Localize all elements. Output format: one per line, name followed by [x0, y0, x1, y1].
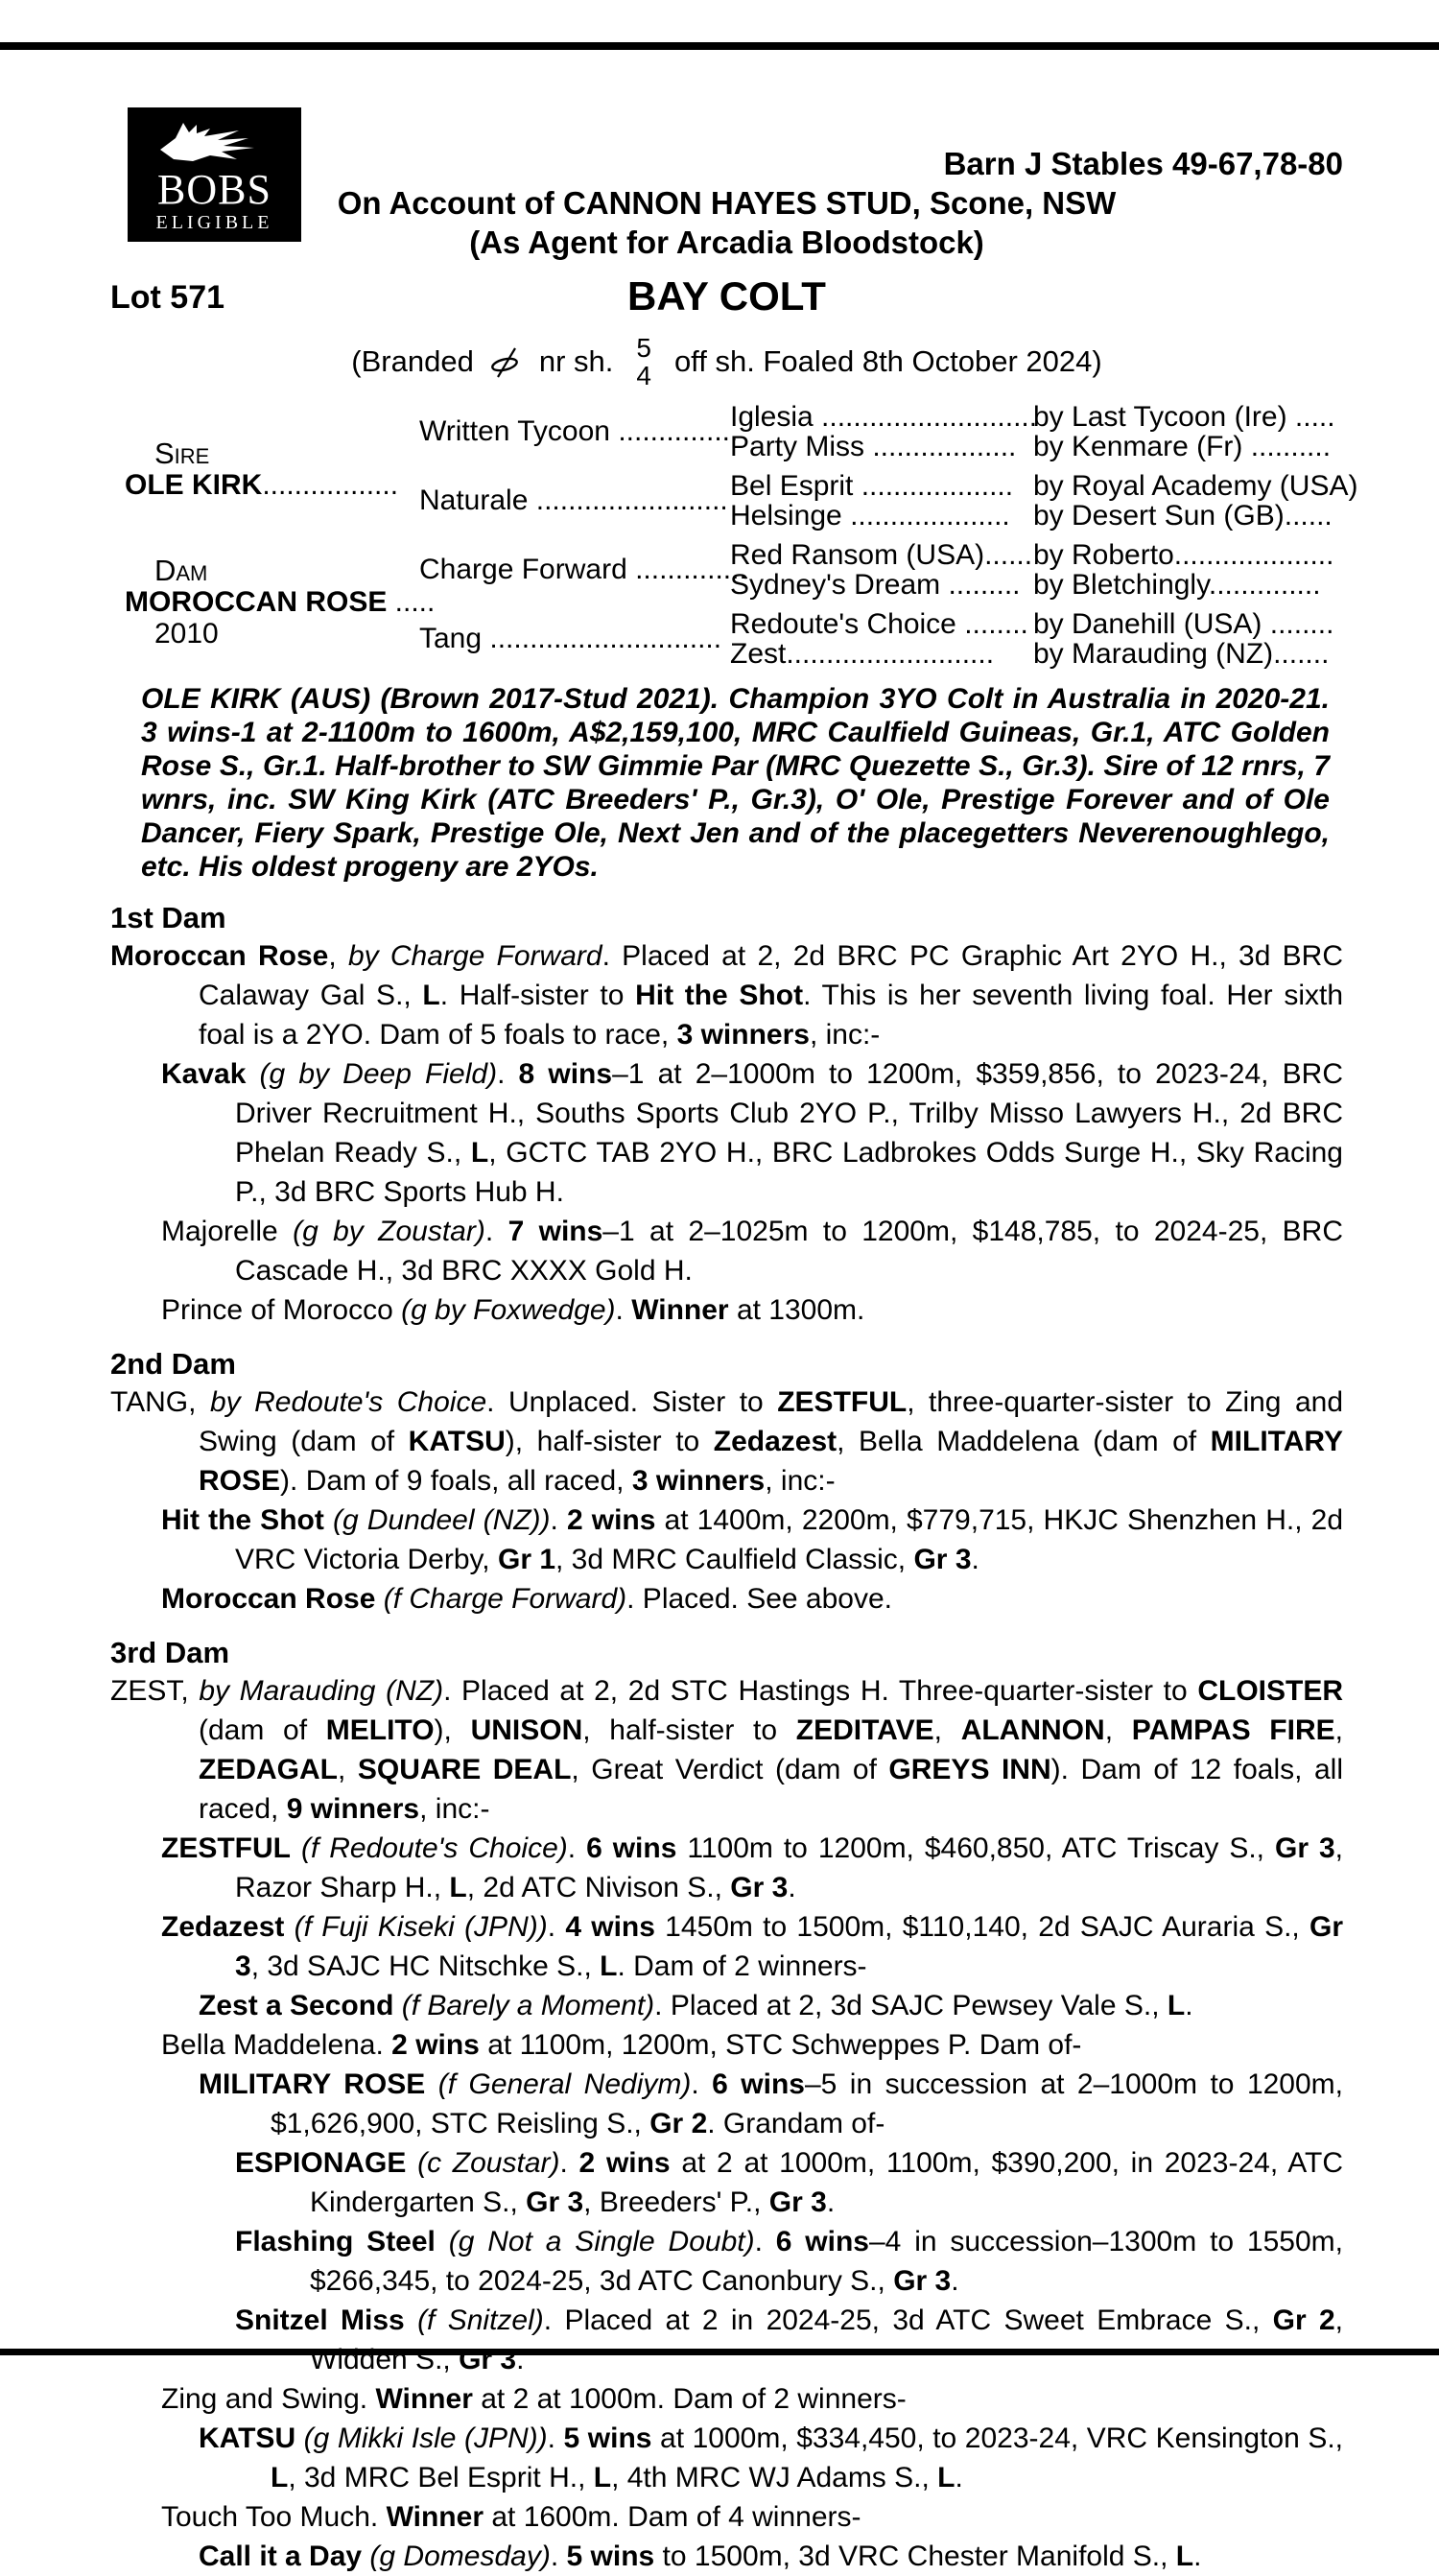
branded-prefix: (Branded	[351, 344, 474, 378]
top-rule	[0, 42, 1439, 50]
pedigree-group	[419, 609, 1357, 669]
pedigree-paragraph: Moroccan Rose (f Charge Forward). Placed. See above.	[161, 1583, 892, 1615]
brand-number-bottom: 4	[636, 361, 651, 390]
pedigree-row	[730, 609, 1357, 639]
pedigree-greatgrandparent: by Kenmare (Fr) ..........	[1033, 431, 1332, 462]
barn-line: Barn J Stables 49-67,78-80	[943, 146, 1343, 181]
dam-block	[110, 535, 436, 669]
pedigree-row	[730, 570, 1357, 600]
pedigree-paragraph: Zest a Second (f Barely a Moment). Placed at 2, 3d SAJC Pewsey Vale S., L.	[199, 1990, 1193, 2021]
brand-mark-icon	[487, 341, 526, 383]
sire-label: Sire	[154, 436, 210, 470]
pedigree-paragraph: Snitzel Miss (f Snitzel). Placed at 2 in 2024-25, 3d ATC Sweet Embrace S., Gr 2, Widden S., Gr 3.	[235, 2304, 1344, 2375]
logo-bobs-text: BOBS	[157, 166, 271, 213]
pedigree-paragraph: TANG, by Redoute's Choice. Unplaced. Sister to ZESTFUL, three-quarter-sister to Zing and Swing (dam of KATSU), half-sister to Zedazest, Bella Maddelena (dam of MILITARY ROSE). Dam of 9 foals, all raced, 3 winners, inc:-	[110, 1386, 1344, 1497]
branded-suffix: off sh. Foaled 8th October 2024)	[673, 344, 1102, 378]
pedigree-parent: Charge Forward ..............	[419, 554, 747, 585]
pedigree-row	[730, 540, 1357, 570]
section-heading: 3rd Dam	[110, 1636, 230, 1669]
pedigree-grandparent: Zest..........................	[730, 638, 995, 670]
pedigree-groups	[419, 402, 1357, 669]
sire-summary: OLE KIRK (AUS) (Brown 2017-Stud 2021). Champion 3YO Colt in Australia in 2020-21. 3 wins-1 at 2-1100m to 1600m, A$2,159,100, MRC Caulfield Guineas, Gr.1, ATC Golden Rose S., Gr.1. Half-brother to SW Gimmie Par (MRC Quezette S., Gr.3). Sire of 12 rnrs, 7 wnrs, inc. SW King Kirk (ATC Breeders' P., Gr.3), O' Ole, Prestige Forever and of Ole Dancer, Fiery Spark, Prestige Ole, Next Jen and of the placegetters Neverenoughlego, etc. His oldest progeny are 2YOs.	[141, 683, 1330, 883]
brand-numbers	[636, 334, 651, 390]
pedigree-table	[110, 401, 1358, 670]
pedigree-grandparent: Iglesia ...........................	[730, 401, 1038, 433]
pedigree-grandparent-cell	[730, 402, 1357, 461]
pedigree-paragraph: Kavak (g by Deep Field). 8 wins–1 at 2–1000m to 1200m, $359,856, to 2023-24, BRC Driver Recruitment H., Souths Sports Club 2YO P., Trilby Misso Lawyers H., 2d BRC Phelan Ready S., L, GCTC TAB 2YO H., BRC Ladbrokes Odds Surge H., Sky Racing P., 3d BRC Sports Hub H.	[161, 1058, 1343, 1208]
lot-number: Lot 571	[110, 279, 225, 316]
pedigree-paragraph: ZESTFUL (f Redoute's Choice). 6 wins 1100m to 1200m, $460,850, ATC Triscay S., Gr 3, Razor Sharp H., L, 2d ATC Nivison S., Gr 3.	[161, 1832, 1344, 1903]
branded-line	[110, 327, 1343, 396]
pedigree-grandparent: Sydney's Dream .........	[730, 569, 1021, 601]
pedigree-ancestor-column	[110, 402, 436, 669]
pedigree-greatgrandparent: by Royal Academy (USA)	[1033, 470, 1358, 502]
pedigree-parent: Tang .............................	[419, 623, 722, 654]
sire-name: OLE KIRK.................	[125, 468, 399, 501]
horse-head-icon	[154, 117, 275, 169]
pedigree-paragraph: Touch Too Much. Winner at 1600m. Dam of 4 winners-	[161, 2501, 861, 2533]
pedigree-paragraph: Call it a Day (g Domesday). 5 wins to 1500m, 3d VRC Chester Manifold S., L.	[199, 2541, 1202, 2572]
pedigree-row	[730, 639, 1357, 669]
pedigree-paragraph: KATSU (g Mikki Isle (JPN)). 5 wins at 1000m, $334,450, to 2023-24, VRC Kensington S., L, 3d MRC Bel Esprit H., L, 4th MRC WJ Adams S., L.	[199, 2422, 1343, 2493]
pedigree-paragraph: ZEST, by Marauding (NZ). Placed at 2, 2d STC Hastings H. Three-quarter-sister to CLOISTER (dam of MELITO), UNISON, half-sister to ZEDITAVE, ALANNON, PAMPAS FIRE, ZEDAGAL, SQUARE DEAL, Great Verdict (dam of GREYS INN). Dam of 12 foals, all raced, 9 winners, inc:-	[110, 1675, 1344, 1825]
pedigree-row	[730, 501, 1357, 531]
pedigree-paragraph: Bella Maddelena. 2 wins at 1100m, 1200m, STC Schweppes P. Dam of-	[161, 2029, 1082, 2061]
pedigree-group	[419, 540, 1357, 600]
logo-eligible-text: ELIGIBLE	[155, 212, 273, 233]
account-line: On Account of CANNON HAYES STUD, Scone, NSW	[337, 185, 1117, 221]
pedigree-paragraph: Zedazest (f Fuji Kiseki (JPN)). 4 wins 1450m to 1500m, $110,140, 2d SAJC Auraria S., Gr 3, 3d SAJC HC Nitschke S., L. Dam of 2 winners-	[161, 1911, 1344, 1982]
pedigree-parent: Written Tycoon ...............	[419, 415, 739, 447]
dam-name: MOROCCAN ROSE .....	[125, 586, 436, 618]
pedigree-greatgrandparent: by Marauding (NZ).......	[1033, 638, 1330, 670]
pedigree-group	[419, 402, 1357, 461]
pedigree-paragraph: Moroccan Rose, by Charge Forward. Placed at 2, 2d BRC PC Graphic Art 2YO H., 3d BRC Calaway Gal S., L. Half-sister to Hit the Shot. This is her seventh living foal. Her sixth foal is a 2YO. Dam of 5 foals to race, 3 winners, inc:-	[110, 940, 1344, 1051]
pedigree-paragraph: Majorelle (g by Zoustar). 7 wins–1 at 2–1025m to 1200m, $148,785, to 2024-25, BRC Cascade H., 3d BRC XXXX Gold H.	[161, 1216, 1343, 1287]
pedigree-grandparent: Helsinge ....................	[730, 500, 1010, 532]
pedigree-paragraph: Prince of Morocco (g by Foxwedge). Winner at 1300m.	[161, 1294, 865, 1326]
pedigree-paragraph: ESPIONAGE (c Zoustar). 2 wins at 2 at 1000m, 1100m, $390,200, in 2023-24, ATC Kindergarten S., Gr 3, Breeders' P., Gr 3.	[235, 2147, 1343, 2218]
pedigree-paragraph: MILITARY ROSE (f General Nediym). 6 wins–5 in succession at 2–1000m to 1200m, $1,626,900, STC Reisling S., Gr 2. Grandam of-	[199, 2068, 1344, 2139]
dam-year: 2010	[154, 618, 219, 650]
pedigree-grandparent-cell	[730, 471, 1357, 531]
pedigree-greatgrandparent: by Bletchingly..............	[1033, 569, 1321, 601]
pedigree-greatgrandparent: by Desert Sun (GB)......	[1033, 500, 1333, 532]
pedigree-greatgrandparent: by Roberto....................	[1033, 539, 1334, 571]
pedigree-grandparent: Red Ransom (USA)......	[730, 539, 1033, 571]
pedigree-grandparent-cell	[730, 540, 1357, 600]
pedigree-group	[419, 471, 1357, 531]
bobs-eligible-logo	[128, 107, 301, 242]
lot-row	[110, 273, 1343, 327]
agent-line: (As Agent for Arcadia Bloodstock)	[469, 225, 984, 260]
section-heading: 2nd Dam	[110, 1347, 236, 1381]
pedigree-row	[730, 471, 1357, 501]
brand-number-top: 5	[636, 333, 651, 363]
pedigree-greatgrandparent: by Last Tycoon (Ire) .....	[1033, 401, 1335, 433]
pedigree-row	[730, 402, 1357, 432]
section-heading: 1st Dam	[110, 901, 226, 934]
sire-block	[110, 402, 419, 535]
pedigree-paragraph: Zing and Swing. Winner at 2 at 1000m. Dam of 2 winners-	[161, 2383, 907, 2415]
pedigree-parent: Naturale ........................	[419, 484, 728, 516]
pedigree-grandparent: Redoute's Choice ........	[730, 608, 1028, 640]
branded-near: nr sh.	[538, 344, 614, 378]
pedigree-paragraph: Hit the Shot (g Dundeel (NZ)). 2 wins at 1400m, 2200m, $779,715, HKJC Shenzhen H., 2d VRC Victoria Derby, Gr 1, 3d MRC Caulfield Classic, Gr 3.	[161, 1504, 1344, 1575]
pedigree-grandparent: Bel Esprit ...................	[730, 470, 1014, 502]
page-title: BAY COLT	[627, 273, 826, 319]
pedigree-paragraph: Flashing Steel (g Not a Single Doubt). 6 wins–4 in succession–1300m to 1550m, $266,345, to 2024-25, 3d ATC Canonbury S., Gr 3.	[235, 2226, 1343, 2297]
pedigree-grandparent-cell	[730, 609, 1357, 669]
pedigree-greatgrandparent: by Danehill (USA) ........	[1033, 608, 1334, 640]
pedigree-row	[730, 432, 1357, 461]
pedigree-grandparent: Party Miss ..................	[730, 431, 1017, 462]
dam-sections	[110, 900, 1343, 2576]
dam-label: Dam	[154, 554, 208, 587]
